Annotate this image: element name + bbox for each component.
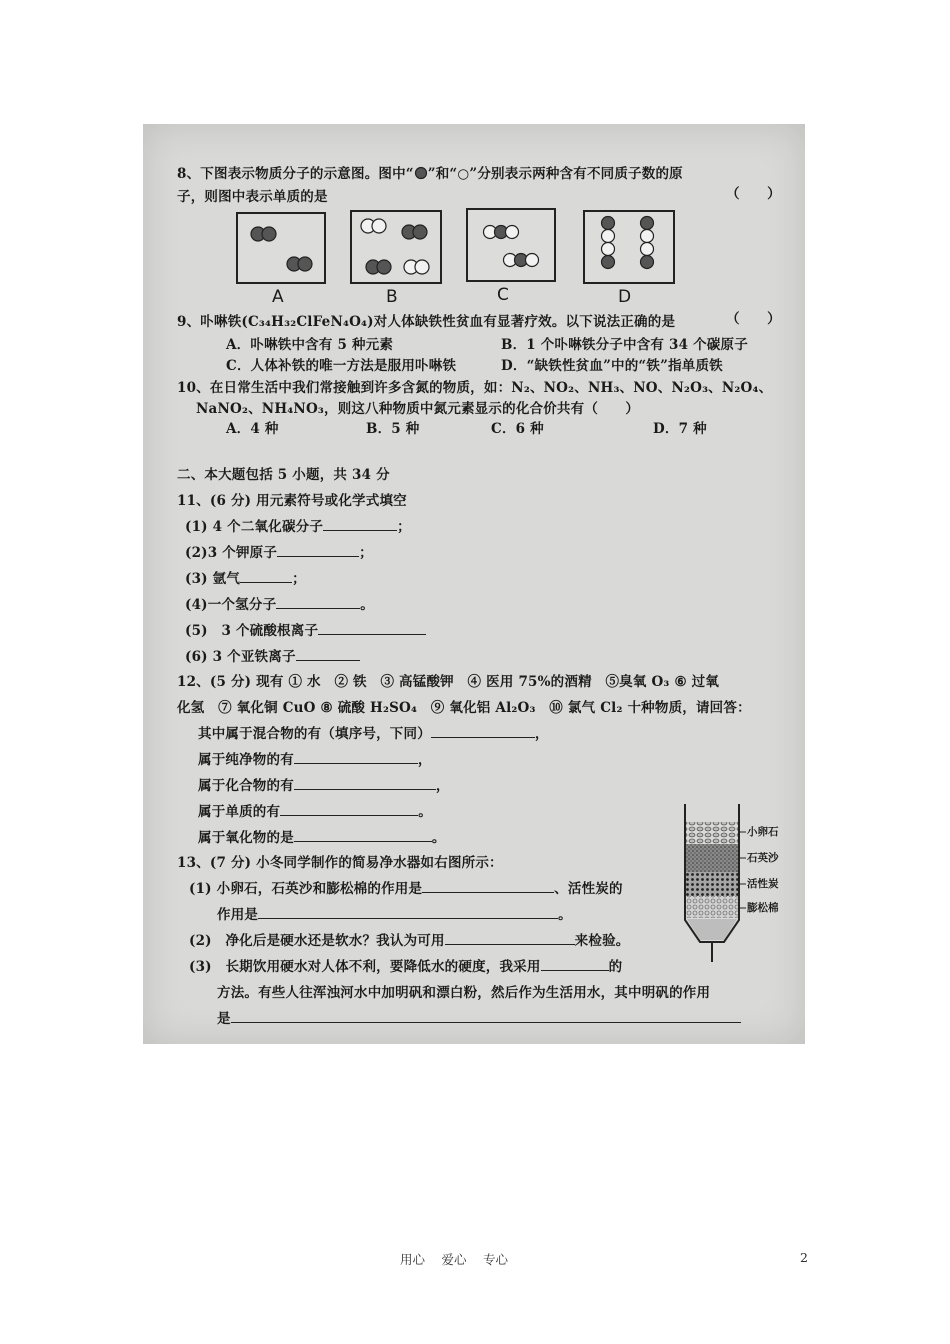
answer-blank[interactable] (541, 958, 609, 971)
answer-blank[interactable] (280, 803, 418, 816)
q10-option-c: C．6 种 (491, 421, 544, 437)
q11-item-3 (185, 567, 306, 587)
pebble-layer (686, 822, 738, 844)
q8-line1 (177, 162, 683, 182)
answer-blank[interactable] (258, 906, 558, 919)
filter-label-sand: 石英沙 (747, 852, 779, 864)
answer-blank[interactable] (431, 725, 535, 738)
q12-sub-3 (198, 774, 450, 794)
q13-part2-tail: 来检验。 (574, 933, 630, 949)
q9-paren: （ ） (726, 311, 781, 327)
q12-sub-1 (198, 722, 549, 742)
q12-sub-5-text: 属于氧化物的是 (198, 830, 294, 846)
q11-item-1-text: (1) 4 个二氧化碳分子 (185, 519, 324, 535)
q11-item-4-text: (4)一个氢分子 (185, 597, 277, 613)
q8-line2: 子，则图中表示单质的是 (177, 189, 328, 205)
q13-part1-tail: 、活性炭的 (554, 881, 623, 897)
answer-blank[interactable] (231, 1010, 741, 1023)
q12-line1: 12、(5 分) 现有 ① 水 ② 铁 ③ 高锰酸钾 ④ 医用 75%的酒精 ⑤臭氧 O₃ ⑥ 过氧 (177, 674, 720, 690)
q11-item-1-end: ； (397, 519, 411, 535)
q13-part2-text: (2) 净化后是硬水还是软水？我认为可用 (189, 933, 445, 949)
filter-label-pebbles: 小卵石 (747, 826, 779, 838)
q8-line1b-text: ”和“○”分别表示两种含有不同质子数的原 (427, 166, 683, 182)
q10-line2: NaNO₂、NH₄NO₃，则这八种物质中氮元素显示的化合价共有（ ） (196, 401, 640, 417)
q13-part1-period: 。 (558, 907, 572, 923)
water-filter-diagram (680, 802, 800, 970)
q12-sub-4-text: 属于单质的有 (198, 804, 281, 820)
answer-blank[interactable] (294, 829, 432, 842)
q12-sub-3-end: ， (435, 778, 450, 794)
q11-item-2-text: (2)3 个钾原子 (185, 545, 278, 561)
option-d-diagram (585, 212, 673, 282)
option-b-label: B (386, 287, 398, 307)
answer-blank[interactable] (323, 518, 397, 531)
q12-sub-5-end: 。 (431, 830, 446, 846)
q8-paren: （ ） (726, 186, 781, 202)
q12-sub-2-text: 属于纯净物的有 (198, 752, 294, 768)
q12-sub-4-end: 。 (418, 804, 432, 820)
quartz-sand-layer (686, 844, 738, 872)
q13-part3-text: (3) 长期饮用硬水对人体不利，要降低水的硬度，我采用 (189, 959, 541, 975)
q12-sub-1-end: ， (534, 726, 549, 742)
option-b-diagram (352, 212, 440, 282)
q8-line1-text: 8、下图表示物质分子的示意图。图中“ (177, 166, 414, 182)
q13-part3-end-text: 是 (217, 1011, 231, 1027)
filter-label-carbon: 活性炭 (747, 878, 779, 890)
q13-part1 (189, 877, 623, 897)
q11-item-6 (185, 645, 360, 665)
q11-item-5 (185, 619, 426, 639)
q10-option-a: A．4 种 (226, 421, 279, 437)
q12-sub-2-end: ， (417, 752, 432, 768)
answer-blank[interactable] (445, 932, 575, 945)
answer-blank[interactable] (318, 622, 426, 635)
q12-sub-4 (198, 800, 432, 820)
option-c-box[interactable] (466, 208, 556, 282)
q10-option-d: D．7 种 (653, 421, 707, 437)
option-a-label: A (272, 287, 284, 307)
q13-stem: 13、(7 分) 小冬同学制作的简易净水器如右图所示： (177, 855, 503, 871)
q12-line2: 化氢 ⑦ 氧化铜 CuO ⑧ 硫酸 H₂SO₄ ⑨ 氧化铝 Al₂O₃ ⑩ 氯气 Cl₂ 十种物质，请回答： (177, 700, 751, 716)
q9-option-a: A．卟啉铁中含有 5 种元素 (226, 337, 394, 353)
answer-blank[interactable] (276, 596, 360, 609)
q11-item-1 (185, 515, 411, 535)
answer-blank[interactable] (294, 777, 436, 790)
q9-stem: 9、卟啉铁(C₃₄H₃₂ClFeN₄O₄)对人体缺铁性贫血有显著疗效。以下说法正确的是 (177, 314, 676, 330)
option-b-box[interactable] (350, 210, 442, 284)
q12-sub-5 (198, 826, 446, 846)
answer-blank[interactable] (296, 648, 360, 661)
q13-part1-cont (217, 903, 572, 923)
section-2-heading: 二、本大题包括 5 小题，共 34 分 (177, 467, 390, 483)
option-c-label: C (497, 285, 509, 305)
q11-item-5-text: (5) 3 个硫酸根离子 (185, 623, 319, 639)
option-a-diagram (238, 214, 324, 282)
q13-part2 (189, 929, 629, 949)
answer-blank[interactable] (422, 880, 554, 893)
q13-part3-end (217, 1007, 741, 1027)
filter-label-cotton: 膨松棉 (747, 902, 779, 914)
q13-part3-tail: 的 (608, 959, 623, 975)
q9-option-c: C．人体补铁的唯一方法是服用卟啉铁 (226, 358, 457, 374)
q11-item-3-text: (3) 氩气 (185, 571, 241, 587)
q11-item-4-end: 。 (360, 597, 374, 613)
q11-item-3-end: ； (292, 571, 306, 587)
q11-stem: 11、(6 分) 用元素符号或化学式填空 (177, 493, 407, 509)
q11-item-2-end: ； (359, 545, 373, 561)
cotton-layer (686, 896, 738, 918)
option-a-box[interactable] (236, 212, 326, 284)
q12-sub-1-text: 其中属于混合物的有（填序号，下同） (198, 726, 431, 742)
q11-item-4 (185, 593, 374, 613)
option-c-diagram (468, 210, 554, 280)
dark-atom-icon (414, 166, 428, 180)
activated-carbon-layer (686, 872, 738, 896)
answer-blank[interactable] (277, 544, 359, 557)
page-number: 2 (800, 1250, 808, 1265)
q11-item-6-text: (6) 3 个亚铁离子 (185, 649, 296, 665)
q12-sub-2 (198, 748, 432, 768)
q13-part3 (189, 955, 622, 975)
answer-blank[interactable] (294, 751, 418, 764)
q13-part3-cont: 方法。有些人往浑浊河水中加明矾和漂白粉，然后作为生活用水，其中明矾的作用 (217, 985, 711, 1001)
footer-motto: 用心 爱心 专心 (400, 1252, 508, 1267)
q11-item-2 (185, 541, 373, 561)
q10-line1: 10、在日常生活中我们常接触到许多含氮的物质，如：N₂、NO₂、NH₃、NO、N₂O₃、N₂O₄、 (177, 380, 773, 396)
answer-blank[interactable] (240, 570, 292, 583)
option-d-box[interactable] (583, 210, 675, 284)
q12-sub-3-text: 属于化合物的有 (198, 778, 294, 794)
option-d-label: D (618, 287, 632, 307)
q9-option-b: B．1 个卟啉铁分子中含有 34 个碳原子 (501, 337, 748, 353)
q9-option-d: D．“缺铁性贫血”中的“铁”指单质铁 (501, 358, 723, 374)
q13-part1-text: (1) 小卵石，石英沙和膨松棉的作用是 (189, 881, 423, 897)
q10-option-b: B．5 种 (366, 421, 420, 437)
q13-part1-cont-text: 作用是 (217, 907, 259, 923)
